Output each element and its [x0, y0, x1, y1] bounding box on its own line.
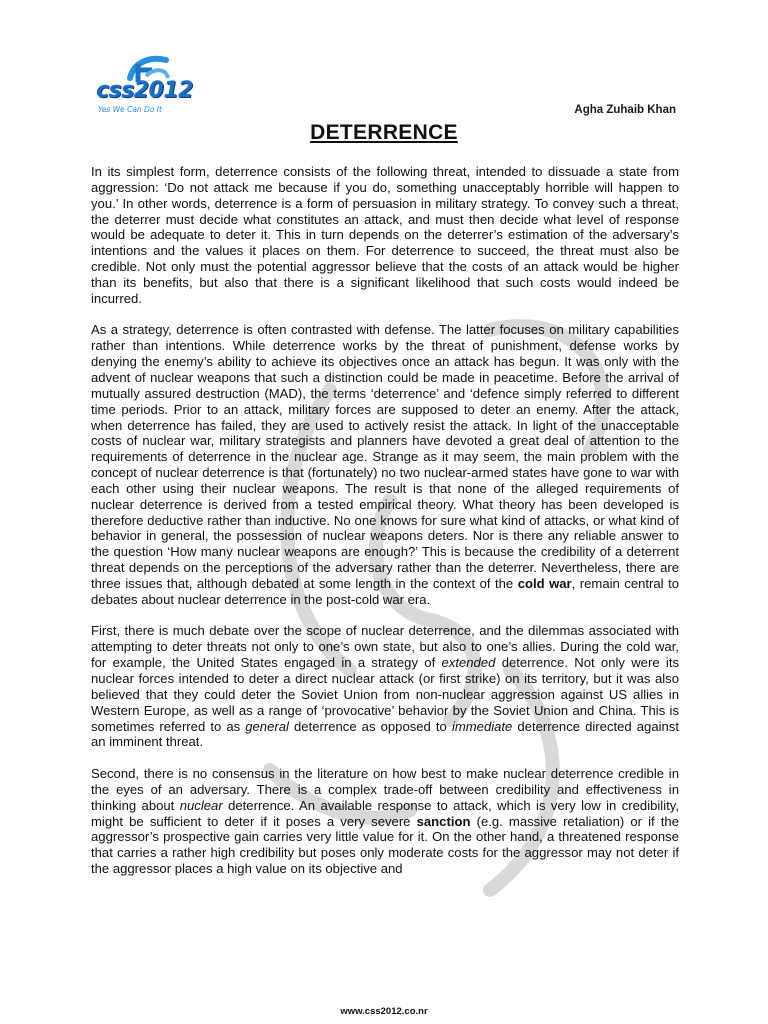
- paragraph-1: In its simplest form, deterrence consists of the following threat, intended to dissuade a state from aggression: ‘Do not attack me because if you do, something unacceptably horrible will happen to you.’ In other words, deterrence is a form of persuasion in military strategy. To convey such a threat, the deterrer must decide what constitutes an attack, and must then decide what level of response would be adequate to deter it. This in turn depends on the deterrer’s estimation of the adversary’s intentions and the values it places on them. For deterrence to succeed, the threat must also be credible. Not only must the potential aggressor believe that the costs of an attack would be higher than its benefits, but also that there is a significant likelihood that such costs would indeed be incurred.: [91, 164, 679, 306]
- paragraph-3-text: First, there is much debate over the scope of nuclear deterrence, and the dilemmas associated with attempting to deter threats not only to one’s own state, but also to one’s allies. During the cold war, for example, the United States engaged in a strategy of: [91, 623, 679, 671]
- page-title: DETERRENCE: [310, 121, 458, 144]
- term-nuclear: nuclear: [179, 797, 223, 813]
- term-immediate: immediate: [451, 718, 513, 734]
- paragraph-4: [91, 766, 679, 877]
- paragraph-2-text: As a strategy, deterrence is often contrasted with defense. The latter focuses on military capabilities rather than intentions. While deterrence works by the threat of punishment, defense works by denying the enemy’s ability to achieve its objectives once an attack has begun. It was only with the advent of nuclear weapons that such a distinction could be made in peacetime. Before the arrival of mutually assured destruction (MAD), the terms ‘deterrence’ and ‘defence simply referred to different time periods. Prior to an attack, military forces are supposed to deter an enemy. After the attack, when deterrence has failed, they are used to actively resist the attack. In light of the unacceptable costs of nuclear war, military strategists and planners have devoted a great deal of attention to the requirements of deterrence in the nuclear age. Strange as it may seem, the main problem with the concept of nuclear deterrence is that (fortunately) no two nuclear-armed states have gone to war with each other using their nuclear weapons. The result is that none of the alleged requirements of nuclear deterrence is derived from a tested empirical theory. What theory has been developed is therefore deductive rather than inductive. No one knows for sure what kind of attacks, or what kind of behavior in general, the possession of nuclear weapons deters. Nor is there any reliable answer to the question ‘How many nuclear weapons are enough?’ This is because the credibility of a deterrent threat depends on the perceptions of the adversary rather than the deterrer. Nevertheless, there are three issues that, although debated at some length in the context of the: [91, 322, 679, 591]
- paragraph-3-text-end: deterrence directed against an imminent threat.: [91, 718, 679, 750]
- term-sanction: sanction: [416, 813, 471, 829]
- paragraph-4-text-end: (e.g. massive retaliation) or if the aggressor’s prospective gain carries very little value for it. On the other hand, a threatened response that carries a rather high credibility but poses only moderate costs for the aggressor may not deter if the aggressor places a high value on its objective and: [91, 813, 679, 877]
- term-extended: extended: [441, 655, 496, 671]
- term-cold-war: cold war: [517, 575, 572, 591]
- article-body: [91, 164, 679, 893]
- term-general: general: [245, 718, 289, 734]
- paragraph-2-text-end: , remain central to debates about nuclear deterrence in the post-cold war era.: [91, 575, 679, 607]
- author-name: Agha Zuhaib Khan: [574, 104, 676, 116]
- logo-text: css2012: [96, 78, 193, 103]
- paragraph-3: [91, 623, 679, 750]
- footer-url[interactable]: www.css2012.co.nr: [340, 1006, 428, 1017]
- paragraph-2: [91, 322, 679, 607]
- css2012-logo: [90, 48, 202, 120]
- paragraph-4-text-2: deterrence. An available response to attack, which is very low in credibility, might be sufficient to deter if it poses a very severe: [91, 797, 679, 829]
- paragraph-4-text: Second, there is no consensus in the literature on how best to make nuclear deterrence credible in the eyes of an adversary. There is a complex trade-off between credibility and effectiveness in thinking about: [91, 766, 679, 813]
- paragraph-3-text-3: deterrence as opposed to: [288, 718, 452, 734]
- paragraph-3-text-2: deterrence. Not only were its nuclear forces intended to deter a direct nuclear attack (or first strike) on its territory, but it was also believed that they could deter the Soviet Union from non-nuclear aggression against US allies in Western Europe, as well as a range of ‘provocative’ behavior by the Soviet Union and China. This is sometimes referred to as: [91, 655, 680, 734]
- logo-tagline: Yes We Can Do It: [98, 105, 162, 114]
